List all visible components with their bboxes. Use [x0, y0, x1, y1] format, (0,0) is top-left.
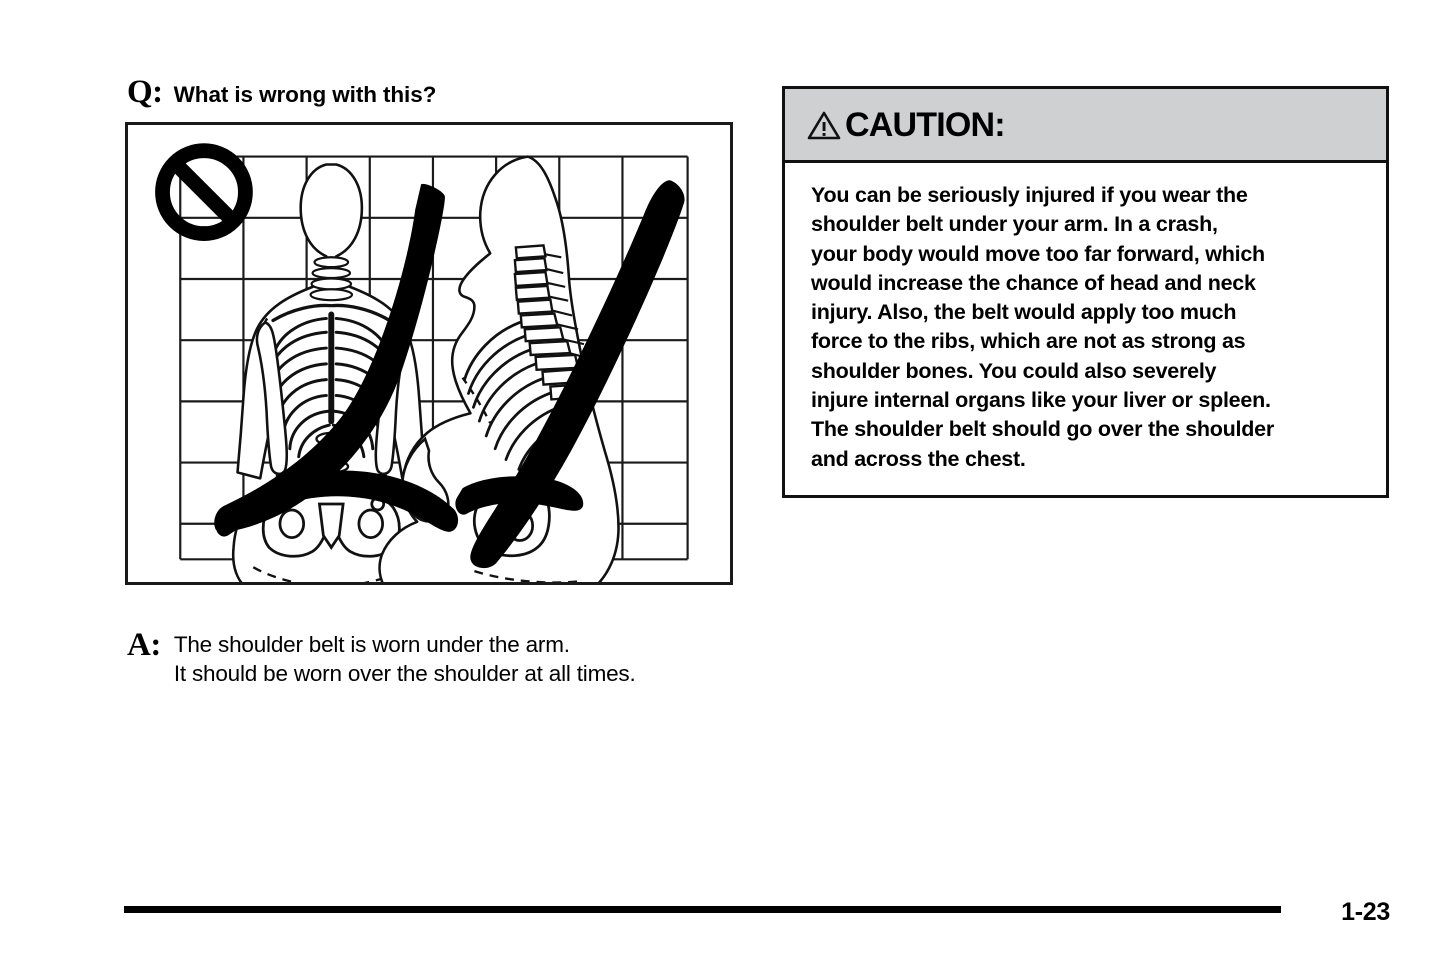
- caution-line: shoulder bones. You could also severely: [811, 358, 1217, 383]
- skeleton-seatbelt-illustration: [125, 122, 733, 585]
- warning-triangle-icon: [807, 110, 841, 140]
- caution-line: shoulder belt under your arm. In a crash,: [811, 212, 1218, 237]
- caution-header: [785, 89, 1386, 163]
- caution-line: would increase the chance of head and neck: [811, 270, 1256, 295]
- caution-line: The shoulder belt should go over the shoulder: [811, 417, 1274, 442]
- caution-box: [782, 86, 1389, 498]
- question-text: What is wrong with this?: [173, 82, 437, 107]
- caution-line: and across the chest.: [811, 446, 1026, 471]
- answer-block: [127, 627, 636, 688]
- question-line: [127, 76, 436, 109]
- answer-line: The shoulder belt is worn under the arm.: [173, 632, 570, 657]
- footer-rule: [124, 906, 1281, 913]
- caution-line: injure internal organs like your liver or spleen.: [811, 388, 1271, 413]
- caution-line: injury. Also, the belt would apply too much: [811, 300, 1237, 325]
- caution-body: [785, 163, 1386, 474]
- question-marker: Q:: [127, 74, 163, 110]
- answer-line: It should be worn over the shoulder at all times.: [173, 661, 636, 686]
- page-number: 1-23: [1341, 898, 1390, 926]
- caution-line: You can be seriously injured if you wear the: [811, 183, 1248, 207]
- caution-line: force to the ribs, which are not as strong as: [811, 329, 1246, 354]
- caution-title: CAUTION:: [845, 105, 1005, 144]
- answer-marker: A:: [127, 627, 161, 663]
- answer-text: [174, 630, 636, 688]
- caution-line: your body would move too far forward, which: [811, 241, 1265, 266]
- illustration-svg: [128, 125, 730, 582]
